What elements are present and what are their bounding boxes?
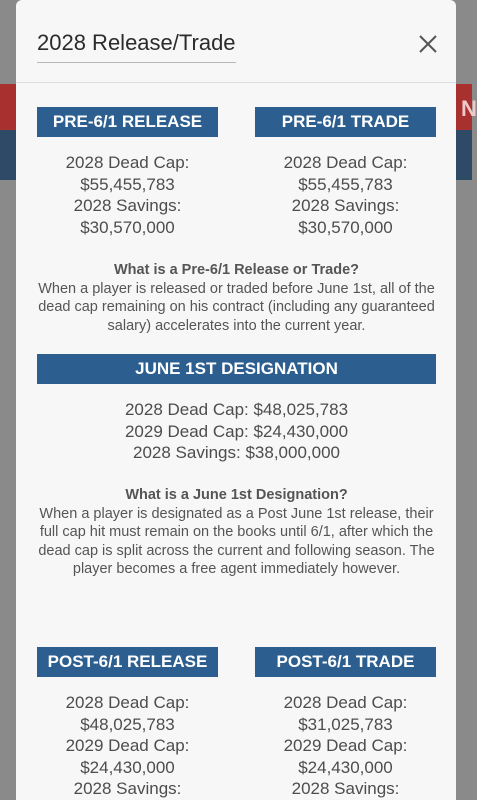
june-designation-banner: JUNE 1ST DESIGNATION bbox=[37, 354, 436, 384]
june-savings-2028: 2028 Savings: $38,000,000 bbox=[132, 443, 340, 462]
background-peek-text: N bbox=[461, 96, 477, 121]
pre-info-section bbox=[30, 261, 443, 335]
close-x-icon bbox=[418, 34, 438, 54]
post-trade-dead-cap-2029-label: 2029 Dead Cap: bbox=[283, 736, 408, 755]
modal-title: 2028 Release/Trade bbox=[37, 30, 236, 63]
pre-release-savings-value: $30,570,000 bbox=[80, 217, 175, 237]
pre-release-dead-cap-value: $55,455,783 bbox=[80, 174, 175, 194]
june-dead-cap-2028: 2028 Dead Cap: $48,025,783 bbox=[124, 400, 349, 419]
pre-release-values bbox=[37, 152, 218, 238]
post-release-dead-cap-2029-value: $24,430,000 bbox=[80, 757, 175, 777]
june-info-heading: What is a June 1st Designation? bbox=[125, 487, 348, 503]
post-release-dead-cap-2028-label: 2028 Dead Cap: bbox=[65, 693, 190, 712]
pre-release-banner: PRE-6/1 RELEASE bbox=[37, 107, 218, 137]
pre-info-heading: What is a Pre-6/1 Release or Trade? bbox=[114, 262, 359, 278]
pre-trade-values bbox=[255, 152, 436, 238]
post-trade-values bbox=[255, 692, 436, 800]
post-release-dead-cap-2029-label: 2029 Dead Cap: bbox=[65, 736, 190, 755]
pre-release-dead-cap-label: 2028 Dead Cap: bbox=[65, 153, 190, 172]
release-trade-modal bbox=[16, 0, 456, 800]
june-designation-values bbox=[37, 399, 436, 464]
june-info-body: When a player is designated as a Post June 1st release, their full cap hit must remain on the books until 6/1, after which the dead cap is split across the current and following season. The player becomes a free agent immediately however. bbox=[38, 505, 435, 577]
june-dead-cap-2029: 2029 Dead Cap: $24,430,000 bbox=[124, 421, 349, 441]
post-trade-savings-label: 2028 Savings: bbox=[291, 779, 400, 798]
pre-trade-dead-cap-label: 2028 Dead Cap: bbox=[283, 153, 408, 172]
post-trade-dead-cap-2029-value: $24,430,000 bbox=[298, 757, 393, 777]
pre-release-savings-label: 2028 Savings: bbox=[73, 196, 182, 215]
june-info-section bbox=[30, 486, 443, 579]
pre-info-body: When a player is released or traded before June 1st, all of the dead cap remaining on his contract (including any guaranteed salary) accelerates into the current year. bbox=[38, 280, 435, 334]
post-release-banner: POST-6/1 RELEASE bbox=[37, 647, 218, 677]
post-trade-banner: POST-6/1 TRADE bbox=[255, 647, 436, 677]
post-release-dead-cap-2028-value: $48,025,783 bbox=[80, 714, 175, 734]
post-trade-dead-cap-2028-label: 2028 Dead Cap: bbox=[283, 693, 408, 712]
close-button[interactable] bbox=[416, 32, 440, 56]
modal-header bbox=[16, 0, 456, 83]
pre-trade-savings-value: $30,570,000 bbox=[298, 217, 393, 237]
post-release-savings-label: 2028 Savings: bbox=[73, 779, 182, 798]
post-release-values bbox=[37, 692, 218, 800]
pre-trade-savings-label: 2028 Savings: bbox=[291, 196, 400, 215]
pre-trade-dead-cap-value: $55,455,783 bbox=[298, 174, 393, 194]
pre-trade-banner: PRE-6/1 TRADE bbox=[255, 107, 436, 137]
post-trade-dead-cap-2028-value: $31,025,783 bbox=[298, 714, 393, 734]
